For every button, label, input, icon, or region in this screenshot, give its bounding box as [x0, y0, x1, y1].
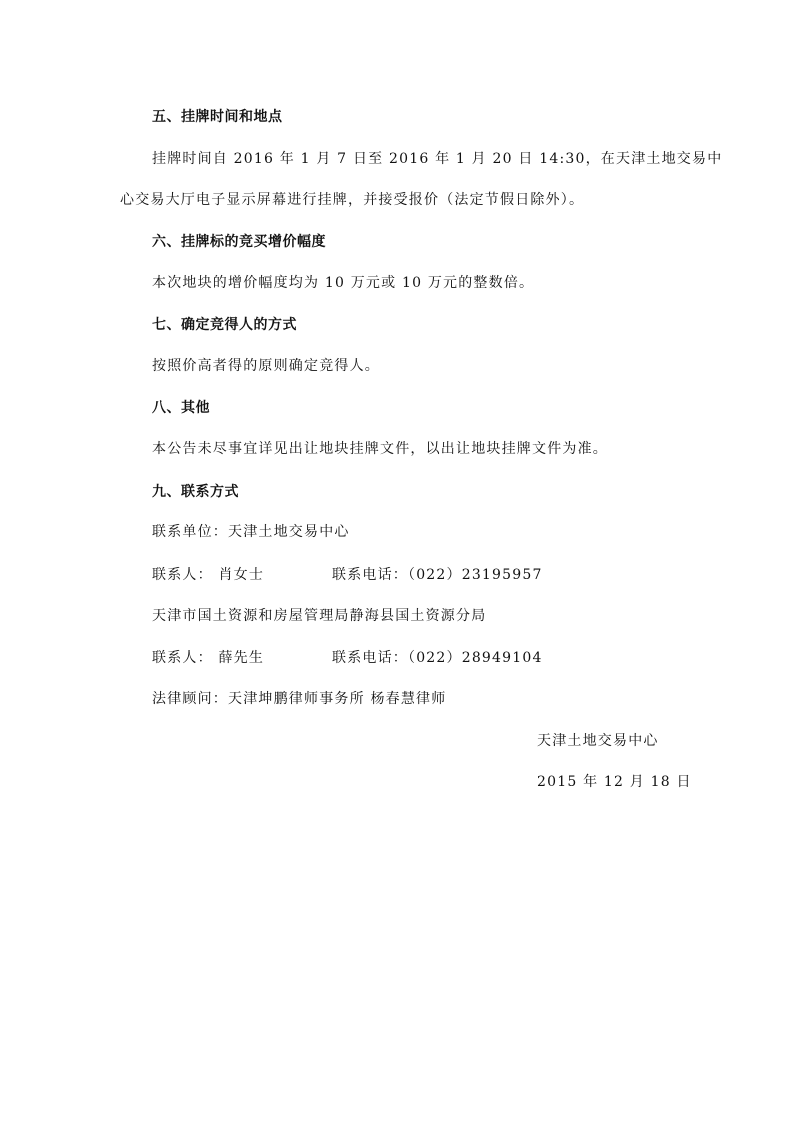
section-6-paragraph: 本次地块的增价幅度均为 10 万元或 10 万元的整数倍。 [152, 275, 535, 291]
contact-2-person: 联系人： 薛先生 [152, 650, 265, 666]
contact-1-phone: 联系电话：（022）23195957 [332, 567, 543, 583]
contact-unit: 联系单位：天津土地交易中心 [152, 524, 350, 540]
section-5-paragraph-line-1: 挂牌时间自 2016 年 1 月 7 日至 2016 年 1 月 20 日 14:30，在天津土地交易中 [152, 151, 723, 167]
section-heading-7: 七、确定竞得人的方式 [152, 317, 297, 333]
legal-advisor: 法律顾问：天津坤鹏律师事务所 杨春慧律师 [152, 691, 447, 707]
section-7-paragraph: 按照价高者得的原则确定竞得人。 [152, 358, 380, 374]
contact-org-2: 天津市国土资源和房屋管理局静海县国土资源分局 [152, 608, 487, 624]
signature-organization: 天津土地交易中心 [537, 733, 659, 749]
contact-1-person: 联系人： 肖女士 [152, 567, 265, 583]
section-8-paragraph: 本公告未尽事宜详见出让地块挂牌文件，以出让地块挂牌文件为准。 [152, 441, 608, 457]
section-5-paragraph-line-2: 心交易大厅电子显示屏幕进行挂牌，并接受报价（法定节假日除外）。 [120, 192, 585, 208]
section-heading-6: 六、挂牌标的竞买增价幅度 [152, 234, 326, 250]
section-heading-8: 八、其他 [152, 400, 210, 416]
section-heading-5: 五、挂牌时间和地点 [152, 109, 283, 125]
section-heading-9: 九、联系方式 [152, 484, 239, 500]
contact-2-phone: 联系电话：（022）28949104 [332, 650, 543, 666]
signature-date: 2015 年 12 月 18 日 [537, 774, 692, 790]
